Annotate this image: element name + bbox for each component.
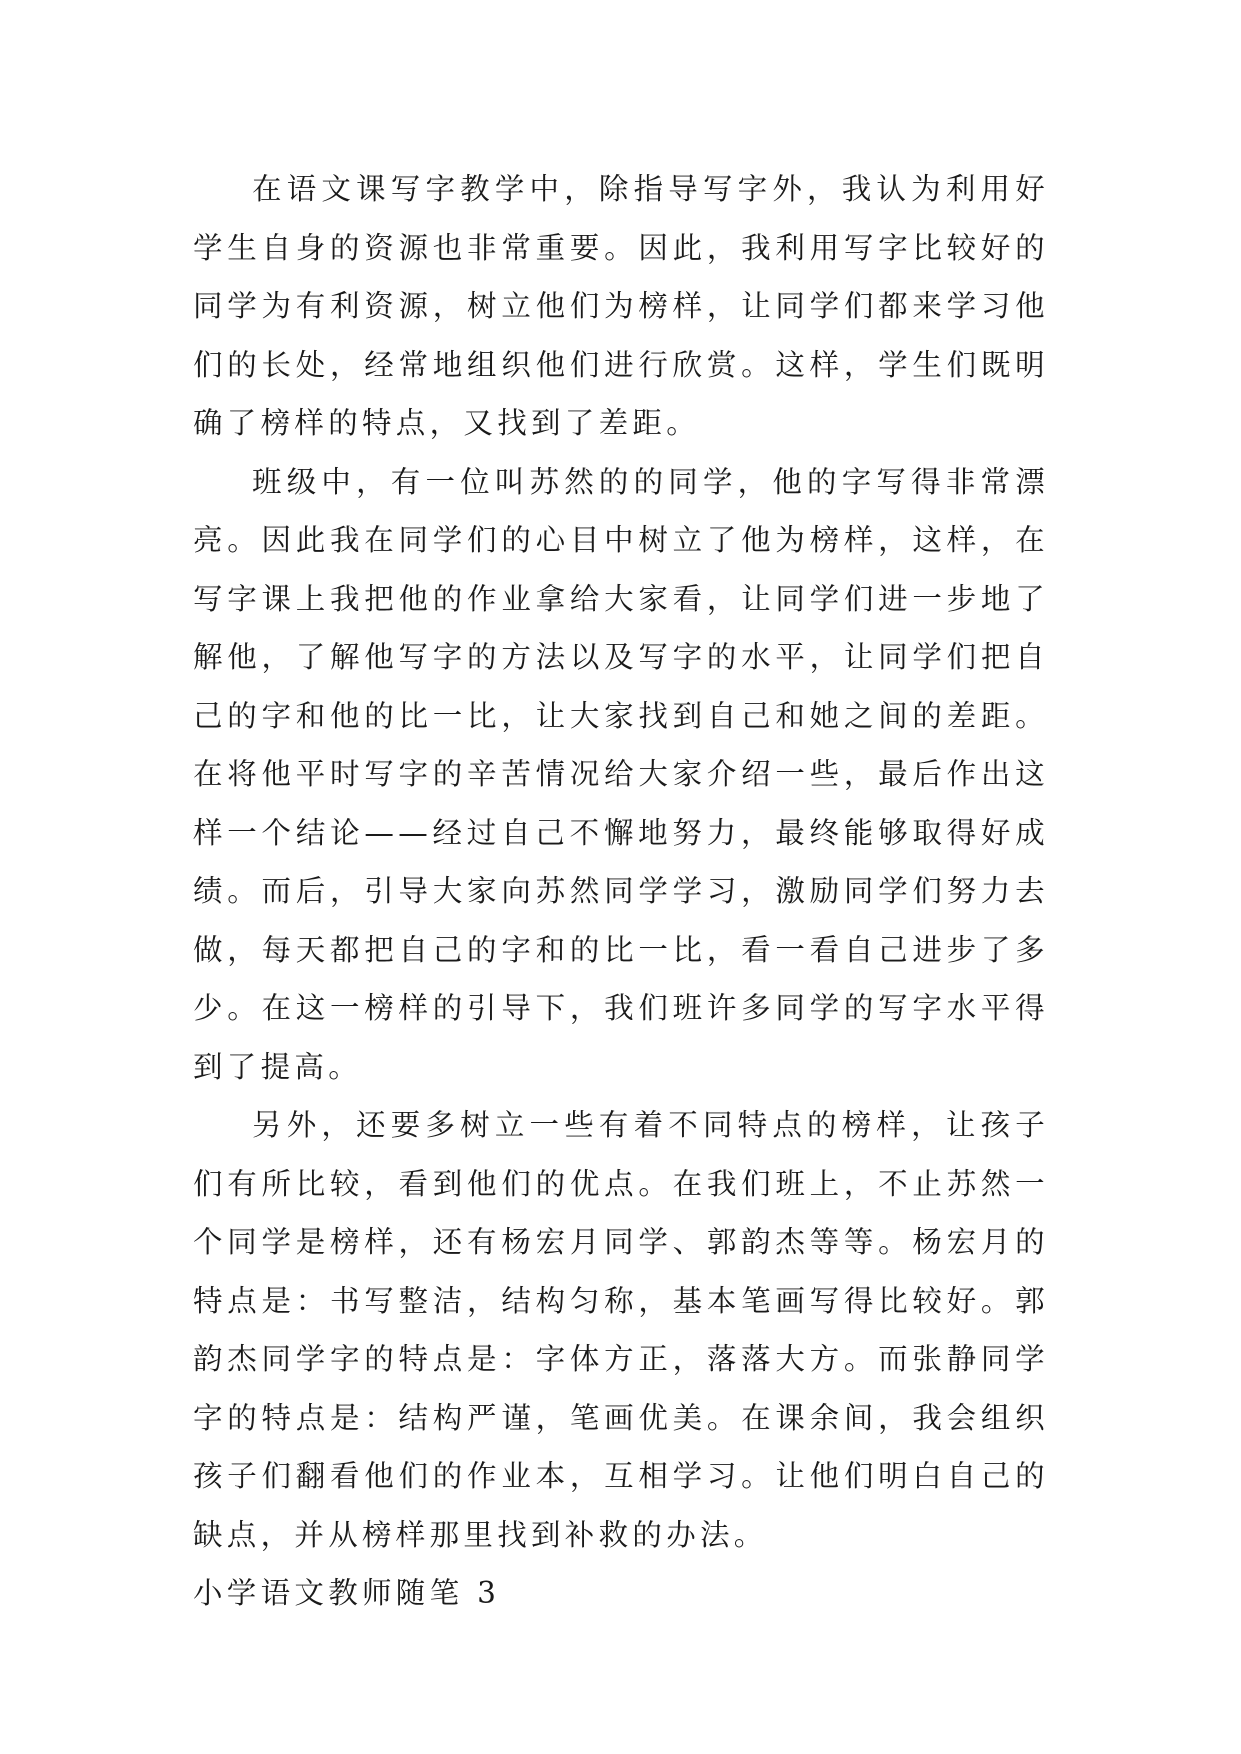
paragraph-2: 班级中，有一位叫苏然的的同学，他的字写得非常漂亮。因此我在同学们的心目中树立了他为榜样，这样，在写字课上我把他的作业拿给大家看，让同学们进一步地了解他，了解他写字的方法以及写字的水平，让同学们把自己的字和他的比一比，让大家找到自己和她之间的差距。在将他平时写字的辛苦情况给大家介绍一些，最后作出这样一个结论——经过自己不懈地努力，最终能够取得好成绩。而后，引导大家向苏然同学学习，激励同学们努力去做，每天都把自己的字和的比一比，看一看自己进步了多少。在这一榜样的引导下，我们班许多同学的写字水平得到了提高。 — [193, 464, 1050, 1084]
paragraph-3: 另外，还要多树立一些有着不同特点的榜样，让孩子们有所比较，看到他们的优点。在我们班上，不止苏然一个同学是榜样，还有杨宏月同学、郭韵杰等等。杨宏月的特点是：书写整洁，结构匀称，基本笔画写得比较好。郭韵杰同学字的特点是：字体方正，落落大方。而张静同学字的特点是：结构严谨，笔画优美。在课余间，我会组织孩子们翻看他们的作业本，互相学习。让他们明白自己的缺点，并从榜样那里找到补救的办法。 — [193, 1108, 1049, 1552]
document-body — [193, 160, 1049, 1623]
paragraph-1: 在语文课写字教学中，除指导写字外，我认为利用好学生自身的资源也非常重要。因此，我利用写字比较好的同学为有利资源，树立他们为榜样，让同学们都来学习他们的长处，经常地组织他们进行欣赏。这样，学生们既明确了榜样的特点，又找到了差距。 — [193, 172, 1049, 440]
section-heading: 小学语文教师随笔 3 — [193, 1576, 501, 1610]
